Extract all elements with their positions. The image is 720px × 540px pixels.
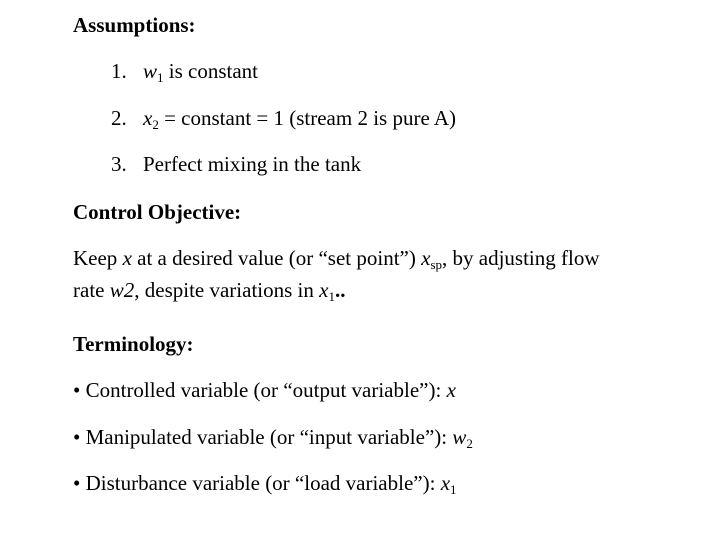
variable-w2: w [452,425,467,449]
subscript: 1 [450,482,457,497]
objective-text: Keep [73,246,123,270]
objective-line-2 [73,278,346,304]
objective-text: , by adjusting flow [442,246,600,270]
variable-x: x [446,378,456,402]
variable-x2: x [143,106,153,130]
variable-x: x [122,246,132,270]
assumption-item-2 [111,106,457,132]
subscript: 2 [152,117,159,132]
assumptions-heading: Assumptions: [73,13,196,37]
assumption-text: is constant [163,59,259,83]
variable-w2: w [109,278,124,302]
terminology-heading: Terminology: [73,332,194,356]
terminology-text: • Disturbance variable (or “load variable”): [73,471,441,495]
terminology-text: • Controlled variable (or “output variable”): [73,378,447,402]
terminology-item-2 [73,425,473,451]
subscript: 1 [328,289,335,304]
objective-text: rate [73,278,110,302]
objective-line-1 [73,246,600,272]
list-number: 1. [111,59,127,83]
variable-w2-number: 2 [123,278,135,302]
subscript: 2 [466,436,473,451]
assumption-item-1 [111,59,259,85]
control-objective-heading: Control Objective: [73,200,242,224]
terminology-item-1 [73,380,456,401]
variable-w1: w [143,59,158,83]
terminology-item-3 [73,471,457,497]
objective-text: .. [334,278,346,302]
assumption-item-3 [111,154,361,175]
variable-x1: x [440,471,451,495]
objective-text: , despite variations in [134,278,320,302]
subscript: sp [430,257,442,272]
objective-text: at a desired value (or “set point”) [131,246,422,270]
variable-x1: x [319,278,329,302]
variable-xsp: x [421,246,431,270]
list-number: 2. [111,106,127,130]
assumption-text: = constant = 1 (stream 2 is pure A) [158,106,457,130]
terminology-text: • Manipulated variable (or “input variable”): [73,425,453,449]
subscript: 1 [157,70,164,85]
assumption-text: Perfect mixing in the tank [143,152,362,176]
list-number: 3. [111,152,127,176]
